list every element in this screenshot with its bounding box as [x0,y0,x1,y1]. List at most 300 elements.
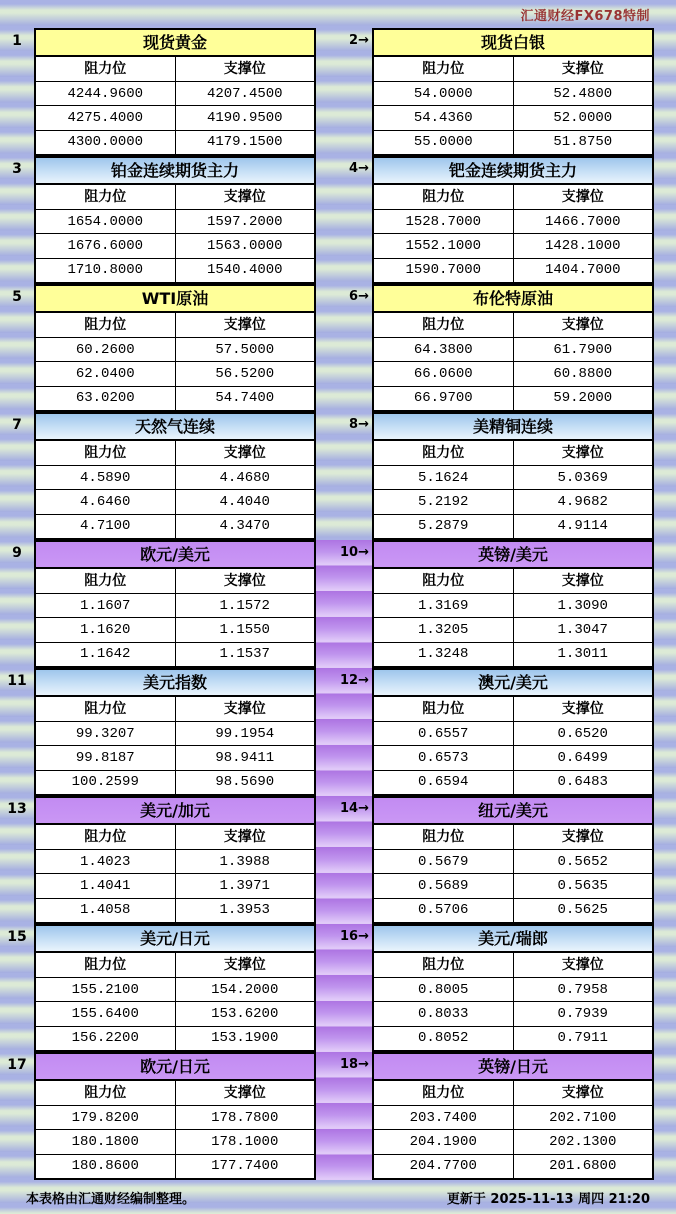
left-table-index: 5 [12,289,22,305]
quote-table [34,668,316,796]
support-value: 178.1000 [211,1133,279,1150]
table-pair-row [0,1052,676,1180]
quote-table [34,284,316,412]
support-value: 4.4040 [219,493,270,510]
resistance-header: 阻力位 [374,313,514,337]
quote-table [372,924,654,1052]
left-table-index: 17 [7,1057,27,1073]
support-value: 1.3953 [219,902,270,919]
resistance-value: 1710.8000 [36,259,176,282]
resistance-header: 阻力位 [374,825,514,849]
resistance-value: 1552.1000 [374,234,514,257]
level-row [374,1002,652,1026]
instrument-name: 纽元/美元 [374,798,652,825]
support-value: 4190.9500 [206,109,283,126]
resistance-value: 54.0000 [374,82,514,105]
support-value: 99.1954 [215,725,275,742]
resistance-value: 5.2879 [374,515,514,538]
support-header: 支撑位 [223,829,266,845]
resistance-value: 62.0400 [36,362,176,385]
column-headers [36,697,314,722]
left-table-index: 9 [12,545,22,561]
support-value: 54.7400 [215,390,275,407]
level-row [374,594,652,618]
right-margin [654,540,676,668]
resistance-header: 阻力位 [374,441,514,465]
support-header: 支撑位 [561,701,604,717]
support-header: 支撑位 [223,189,266,205]
instrument-name: 天然气连续 [36,414,314,441]
quote-table [34,28,316,156]
support-value: 57.5000 [215,341,275,358]
support-value: 1597.2000 [206,213,283,230]
instrument-name: 钯金连续期货主力 [374,158,652,185]
right-margin [654,924,676,1052]
resistance-header: 阻力位 [36,441,176,465]
support-header: 支撑位 [561,1085,604,1101]
resistance-value: 204.1900 [374,1130,514,1153]
support-value: 4207.4500 [206,85,283,102]
support-value: 0.5635 [557,877,608,894]
resistance-value: 99.8187 [36,746,176,769]
instrument-name: 美精铜连续 [374,414,652,441]
level-row [374,259,652,282]
quote-table [372,668,654,796]
resistance-value: 5.2192 [374,490,514,513]
column-headers [36,57,314,82]
resistance-value: 66.0600 [374,362,514,385]
support-value: 1.3988 [219,853,270,870]
support-value: 0.6483 [557,774,608,791]
support-value: 1466.7000 [544,213,621,230]
support-value: 1.3971 [219,877,270,894]
level-row [374,722,652,746]
level-row [374,899,652,922]
resistance-value: 4.7100 [36,515,176,538]
table-pair-row [0,924,676,1052]
resistance-value: 1.4023 [36,850,176,873]
support-header: 支撑位 [223,1085,266,1101]
support-value: 56.5200 [215,365,275,382]
level-row [374,978,652,1002]
support-value: 154.2000 [211,981,279,998]
resistance-value: 55.0000 [374,131,514,154]
footer-note: 本表格由汇通财经编制整理。 [26,1191,196,1207]
support-header: 支撑位 [223,701,266,717]
gutter [316,284,372,412]
quote-table [372,28,654,156]
resistance-header: 阻力位 [374,569,514,593]
resistance-header: 阻力位 [36,313,176,337]
support-header: 支撑位 [561,445,604,461]
footer-updated-timestamp: 更新于 2025-11-13 周四 21:20 [446,1191,650,1207]
instrument-name: 美元/加元 [36,798,314,825]
quote-table [34,796,316,924]
support-value: 201.6800 [549,1158,617,1175]
level-row [36,899,314,922]
support-value: 5.0369 [557,469,608,486]
quote-table [34,1052,316,1180]
column-headers [374,441,652,466]
resistance-value: 156.2200 [36,1027,176,1050]
support-value: 59.2000 [553,390,613,407]
resistance-value: 64.3800 [374,338,514,361]
resistance-value: 0.6573 [374,746,514,769]
support-value: 0.7911 [557,1030,608,1047]
level-row [36,82,314,106]
table-pair-row [0,668,676,796]
support-header: 支撑位 [561,957,604,973]
column-headers [374,185,652,210]
right-table-index: 2→ [349,33,369,48]
support-value: 1540.4000 [206,262,283,279]
column-headers [36,1081,314,1106]
level-row [374,234,652,258]
resistance-header: 阻力位 [374,57,514,81]
level-row [36,210,314,234]
support-value: 61.7900 [553,341,613,358]
support-value: 0.7958 [557,981,608,998]
gutter [316,540,372,668]
right-margin [654,1052,676,1180]
instrument-name: 美元/瑞郎 [374,926,652,953]
support-value: 4.9114 [557,518,608,535]
resistance-value: 1.3248 [374,643,514,666]
column-headers [36,825,314,850]
level-row [36,515,314,538]
support-value: 98.5690 [215,774,275,791]
quote-table [34,156,316,284]
support-header: 支撑位 [223,61,266,77]
resistance-header: 阻力位 [36,569,176,593]
support-header: 支撑位 [223,573,266,589]
resistance-value: 179.8200 [36,1106,176,1129]
level-row [374,106,652,130]
instrument-name: WTI原油 [36,286,314,313]
column-headers [374,57,652,82]
right-table-index: 8→ [349,417,369,432]
resistance-header: 阻力位 [374,953,514,977]
level-row [36,874,314,898]
level-row [374,874,652,898]
resistance-header: 阻力位 [374,185,514,209]
resistance-value: 1676.6000 [36,234,176,257]
right-table-index: 16→ [340,929,369,944]
level-row [36,490,314,514]
support-value: 0.6520 [557,725,608,742]
level-row [36,978,314,1002]
level-row [36,466,314,490]
quote-table [372,796,654,924]
resistance-header: 阻力位 [36,185,176,209]
resistance-value: 66.9700 [374,387,514,410]
support-header: 支撑位 [561,829,604,845]
left-table-index: 11 [7,673,27,689]
right-table-index: 14→ [340,801,369,816]
table-pair-row [0,156,676,284]
level-row [36,234,314,258]
column-headers [374,953,652,978]
support-value: 153.1900 [211,1030,279,1047]
left-table-index: 13 [7,801,27,817]
support-value: 4179.1500 [206,134,283,151]
resistance-value: 4300.0000 [36,131,176,154]
level-row [374,618,652,642]
resistance-header: 阻力位 [36,57,176,81]
footer [0,1180,676,1214]
instrument-name: 布伦特原油 [374,286,652,313]
left-table-index: 1 [12,33,22,49]
resistance-value: 0.6594 [374,771,514,794]
resistance-header: 阻力位 [36,1081,176,1105]
support-value: 202.1300 [549,1133,617,1150]
gutter [316,668,372,796]
instrument-name: 铂金连续期货主力 [36,158,314,185]
table-pair-row [0,284,676,412]
support-value: 1.3090 [557,597,608,614]
instrument-name: 美元指数 [36,670,314,697]
right-margin [654,156,676,284]
level-row [374,1130,652,1154]
resistance-value: 1.3169 [374,594,514,617]
column-headers [374,825,652,850]
level-row [36,338,314,362]
level-row [374,387,652,410]
level-row [36,131,314,154]
right-table-index: 4→ [349,161,369,176]
support-value: 1404.7000 [544,262,621,279]
instrument-name: 现货黄金 [36,30,314,57]
support-value: 4.9682 [557,493,608,510]
support-value: 1563.0000 [206,237,283,254]
resistance-value: 155.2100 [36,978,176,1001]
instrument-name: 英镑/日元 [374,1054,652,1081]
instrument-name: 美元/日元 [36,926,314,953]
quote-table [34,924,316,1052]
resistance-value: 99.3207 [36,722,176,745]
support-header: 支撑位 [561,317,604,333]
level-row [36,362,314,386]
level-row [36,259,314,282]
resistance-value: 100.2599 [36,771,176,794]
support-value: 1.3011 [557,646,608,663]
resistance-value: 4275.4000 [36,106,176,129]
quote-table [372,1052,654,1180]
resistance-value: 4.5890 [36,466,176,489]
support-value: 52.4800 [553,85,613,102]
instrument-name: 澳元/美元 [374,670,652,697]
gutter [316,924,372,1052]
level-row [374,1106,652,1130]
support-value: 1.1572 [219,597,270,614]
quote-table [372,412,654,540]
level-row [374,362,652,386]
column-headers [374,569,652,594]
support-header: 支撑位 [223,317,266,333]
resistance-value: 1.1642 [36,643,176,666]
quote-table [34,412,316,540]
resistance-value: 54.4360 [374,106,514,129]
column-headers [36,185,314,210]
resistance-value: 0.5679 [374,850,514,873]
instrument-name: 英镑/美元 [374,542,652,569]
gutter [316,412,372,540]
resistance-value: 0.6557 [374,722,514,745]
column-headers [374,1081,652,1106]
level-row [36,106,314,130]
gutter [316,796,372,924]
brand-title: 汇通财经FX678特制 [520,8,650,24]
support-value: 177.7400 [211,1158,279,1175]
support-value: 0.7939 [557,1005,608,1022]
level-row [374,771,652,794]
resistance-value: 60.2600 [36,338,176,361]
support-header: 支撑位 [561,189,604,205]
table-pair-row [0,412,676,540]
level-row [36,594,314,618]
support-value: 0.5652 [557,853,608,870]
instrument-name: 现货白银 [374,30,652,57]
resistance-value: 1.1607 [36,594,176,617]
resistance-value: 1.1620 [36,618,176,641]
support-value: 1.3047 [557,621,608,638]
quote-table [372,156,654,284]
table-pair-row [0,796,676,924]
support-value: 1.1550 [219,621,270,638]
tables-grid [0,28,676,1180]
resistance-value: 1590.7000 [374,259,514,282]
support-value: 52.0000 [553,109,613,126]
level-row [36,722,314,746]
level-row [36,771,314,794]
level-row [374,82,652,106]
resistance-value: 1.4041 [36,874,176,897]
level-row [374,490,652,514]
resistance-value: 0.8052 [374,1027,514,1050]
support-value: 1428.1000 [544,237,621,254]
gutter [316,1052,372,1180]
left-table-index: 7 [12,417,22,433]
resistance-value: 5.1624 [374,466,514,489]
level-row [36,1106,314,1130]
support-header: 支撑位 [223,445,266,461]
column-headers [36,569,314,594]
support-header: 支撑位 [561,61,604,77]
quote-table [34,540,316,668]
support-value: 98.9411 [215,749,275,766]
support-value: 153.6200 [211,1005,279,1022]
level-row [374,338,652,362]
resistance-value: 0.8033 [374,1002,514,1025]
support-header: 支撑位 [223,957,266,973]
level-row [374,466,652,490]
level-row [374,1155,652,1178]
level-row [374,1027,652,1050]
gutter [316,156,372,284]
level-row [374,850,652,874]
resistance-value: 1.3205 [374,618,514,641]
support-value: 4.3470 [219,518,270,535]
instrument-name: 欧元/日元 [36,1054,314,1081]
right-table-index: 12→ [340,673,369,688]
resistance-value: 1.4058 [36,899,176,922]
support-value: 4.4680 [219,469,270,486]
level-row [36,746,314,770]
level-row [36,643,314,666]
level-row [374,746,652,770]
level-row [36,1027,314,1050]
resistance-value: 155.6400 [36,1002,176,1025]
support-value: 0.6499 [557,749,608,766]
resistance-value: 204.7700 [374,1155,514,1178]
topbar [0,0,676,28]
support-value: 178.7800 [211,1109,279,1126]
right-margin [654,668,676,796]
resistance-header: 阻力位 [36,953,176,977]
right-margin [654,284,676,412]
level-row [374,643,652,666]
resistance-value: 1654.0000 [36,210,176,233]
right-margin [654,412,676,540]
level-row [36,618,314,642]
level-row [374,515,652,538]
column-headers [374,697,652,722]
support-value: 202.7100 [549,1109,617,1126]
level-row [36,387,314,410]
level-row [36,1155,314,1178]
column-headers [374,313,652,338]
level-row [36,1002,314,1026]
support-value: 0.5625 [557,902,608,919]
resistance-value: 203.7400 [374,1106,514,1129]
support-value: 60.8800 [553,365,613,382]
resistance-value: 1528.7000 [374,210,514,233]
column-headers [36,953,314,978]
right-table-index: 6→ [349,289,369,304]
resistance-header: 阻力位 [374,697,514,721]
resistance-value: 0.8005 [374,978,514,1001]
level-row [36,850,314,874]
resistance-value: 4.6460 [36,490,176,513]
resistance-value: 63.0200 [36,387,176,410]
support-value: 1.1537 [219,646,270,663]
column-headers [36,441,314,466]
table-pair-row [0,540,676,668]
right-margin [654,28,676,156]
support-header: 支撑位 [561,573,604,589]
quote-table [372,540,654,668]
right-margin [654,796,676,924]
level-row [374,131,652,154]
resistance-header: 阻力位 [374,1081,514,1105]
instrument-name: 欧元/美元 [36,542,314,569]
gutter [316,28,372,156]
resistance-value: 180.1800 [36,1130,176,1153]
resistance-value: 0.5706 [374,899,514,922]
right-table-index: 18→ [340,1057,369,1072]
left-table-index: 15 [7,929,27,945]
level-row [36,1130,314,1154]
column-headers [36,313,314,338]
level-row [374,210,652,234]
resistance-value: 180.8600 [36,1155,176,1178]
resistance-value: 4244.9600 [36,82,176,105]
right-table-index: 10→ [340,545,369,560]
resistance-header: 阻力位 [36,697,176,721]
resistance-header: 阻力位 [36,825,176,849]
left-table-index: 3 [12,161,22,177]
resistance-value: 0.5689 [374,874,514,897]
